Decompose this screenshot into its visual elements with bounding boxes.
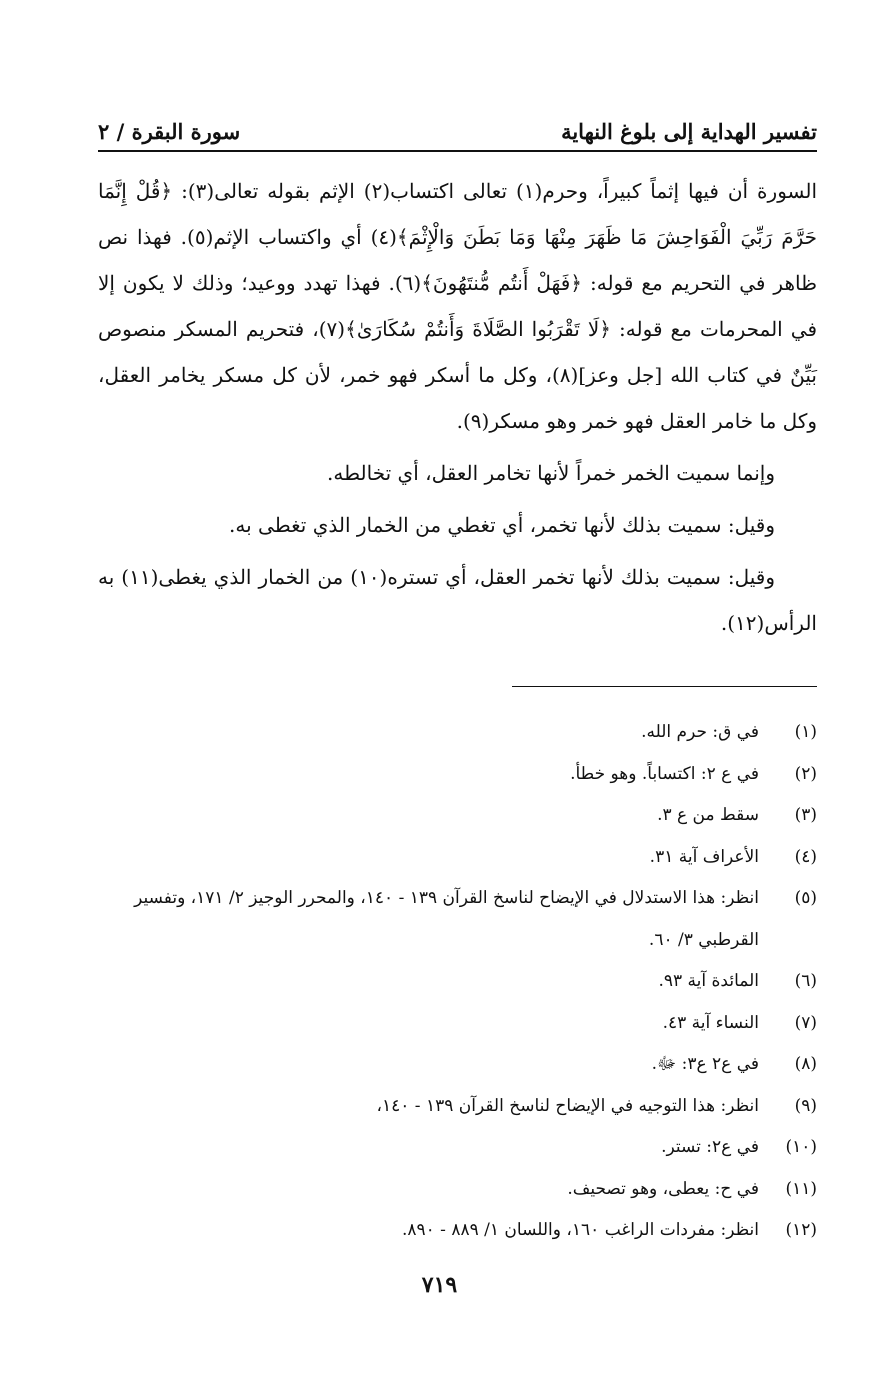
footnote-text: سقط من ع ٣. bbox=[657, 805, 759, 825]
footnote-separator bbox=[512, 686, 817, 687]
footnote-text: الأعراف آية ٣١. bbox=[649, 846, 759, 867]
footnote bbox=[98, 961, 817, 1003]
footnote bbox=[98, 1210, 817, 1252]
footnote-number: (٧) bbox=[794, 1012, 817, 1033]
footnote-text: المائدة آية ٩٣. bbox=[658, 971, 759, 991]
footnote bbox=[98, 712, 817, 754]
footnote bbox=[98, 754, 817, 796]
footnote bbox=[98, 795, 817, 837]
paragraph: وقيل: سميت بذلك لأنها تخمر، أي تغطي من الخمار الذي تغطى به. bbox=[229, 513, 775, 537]
footnote-number: (٢) bbox=[794, 763, 817, 784]
running-header bbox=[98, 100, 817, 144]
footnote bbox=[98, 878, 817, 961]
footnote bbox=[98, 1086, 817, 1128]
footnote-number: (١) bbox=[794, 722, 817, 742]
footnote-number: (٣) bbox=[794, 805, 817, 825]
footnote-text: في ع ٢: اكتساباً. وهو خطأ. bbox=[570, 763, 759, 784]
footnote-number: (١٢) bbox=[785, 1220, 817, 1240]
footnote-number: (٩) bbox=[794, 1095, 817, 1116]
footnote-number: (٦) bbox=[794, 971, 817, 991]
header-book-title: تفسير الهداية إلى بلوغ النهاية bbox=[561, 119, 817, 144]
footnote-text: في ع٢ ع٣: ﷻ. bbox=[651, 1054, 759, 1074]
page-number: ٧١٩ bbox=[421, 1272, 458, 1298]
footnote-number: (٥) bbox=[794, 888, 817, 908]
footnote-text: النساء آية ٤٣. bbox=[662, 1012, 759, 1033]
footnote-text: انظر: هذا التوجيه في الإيضاح لناسخ القرآن ١٣٩ - ١٤٠، bbox=[376, 1095, 759, 1116]
main-text bbox=[98, 168, 817, 646]
footnote-number: (١٠) bbox=[785, 1137, 817, 1157]
footnote-text: انظر: مفردات الراغب ١٦٠، واللسان ١/ ٨٨٩ - ٨٩٠. bbox=[401, 1220, 759, 1240]
footnote-number: (٨) bbox=[794, 1054, 817, 1074]
footnote-text: في ع٢: تستر. bbox=[661, 1137, 759, 1157]
footnote bbox=[98, 1044, 817, 1086]
paragraph: السورة أن فيها إثماً كبيراً، وحرم(١) تعالى اكتساب(٢) الإثم بقوله تعالى(٣): ﴿قُلْ إِنَّمَا حَرَّمَ رَبِّيَ الْفَوَاحِشَ مَا ظَهَرَ مِنْهَا وَمَا بَطَنَ وَالْإِثْمَ﴾(٤) أي واكتساب الإثم(٥). فهذا نص ظاهر في التحريم مع قوله: ﴿فَهَلْ أَنتُم مُّنتَهُونَ﴾(٦). فهذا تهدد ووعيد؛ وذلك لا يكون إلا في المحرمات مع قوله: ﴿لَا تَقْرَبُوا الصَّلَاةَ وَأَنتُمْ سُكَارَىٰ﴾(٧)، فتحريم المسكر منصوص بَيِّنٌ في كتاب الله [جل وعز](٨)، وكل ما أسكر فهو خمر، لأن كل مسكر يخامر العقل، وكل ما خامر العقل فهو خمر وهو مسكر(٩). bbox=[98, 179, 818, 433]
paragraph: وإنما سميت الخمر خمراً لأنها تخامر العقل، أي تخالطه. bbox=[327, 461, 775, 485]
footnote-number: (١١) bbox=[785, 1178, 817, 1199]
footnote bbox=[98, 1127, 817, 1169]
footnote-text: في ق: حرم الله. bbox=[641, 722, 759, 742]
footnotes bbox=[98, 712, 817, 1252]
footnote-number: (٤) bbox=[794, 846, 817, 867]
header-rule bbox=[98, 150, 817, 152]
footnote bbox=[98, 1003, 817, 1045]
footnote bbox=[98, 837, 817, 879]
footnote bbox=[98, 1169, 817, 1211]
header-surah-volume: سورة البقرة / ٢ bbox=[98, 119, 241, 144]
footnote-text: انظر: هذا الاستدلال في الإيضاح لناسخ القرآن ١٣٩ - ١٤٠، والمحرر الوجيز ٢/ ١٧١، وتفسير القرطبي ٣/ ٦٠. bbox=[134, 888, 759, 950]
paragraph: وقيل: سميت بذلك لأنها تخمر العقل، أي تستره(١٠) من الخمار الذي يغطى(١١) به الرأس(١٢). bbox=[98, 565, 817, 635]
footnote-text: في ح: يعطى، وهو تصحيف. bbox=[567, 1178, 759, 1199]
